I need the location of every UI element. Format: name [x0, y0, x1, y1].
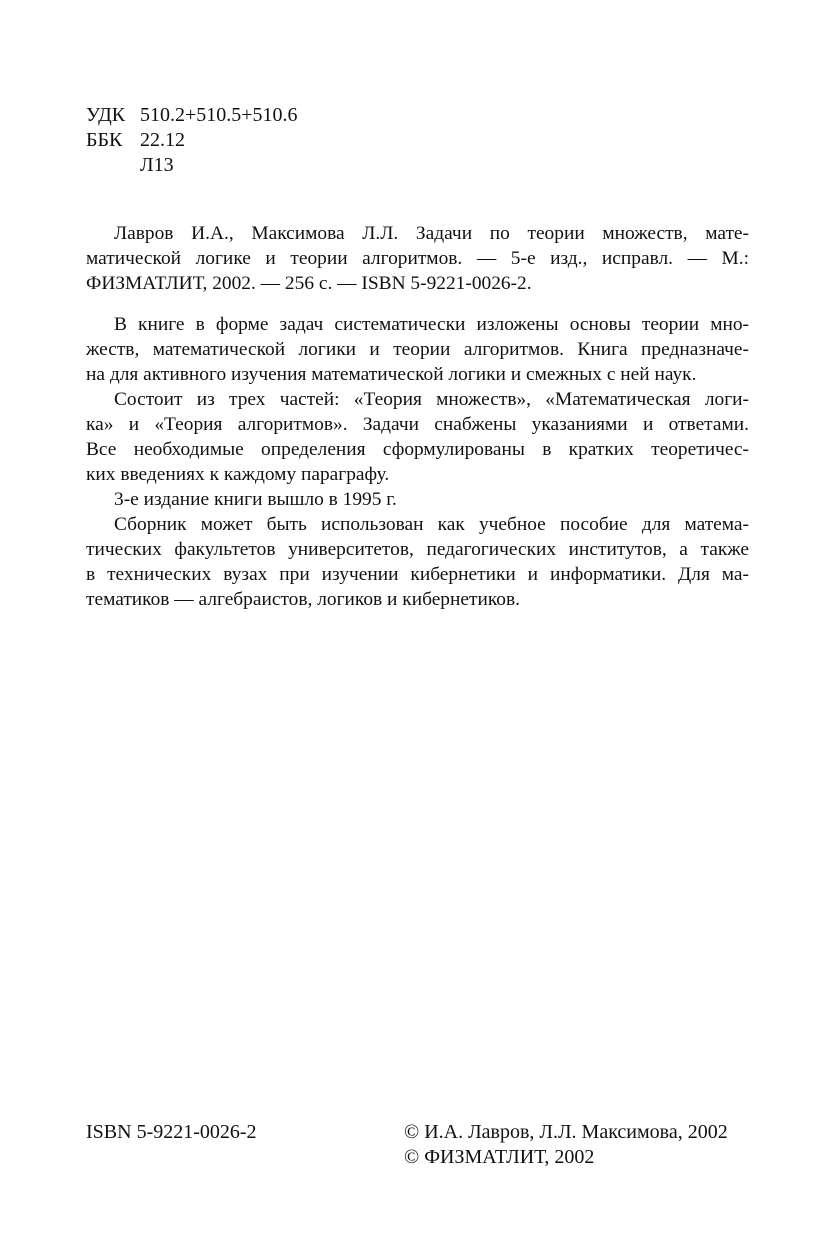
citation — [86, 221, 749, 296]
bbk-label: ББК — [86, 129, 123, 151]
text-line: Состоит из трех частей: «Теория множеств», «Математическая логи- — [114, 389, 749, 410]
text-line: ка» и «Теория алгоритмов». Задачи снабжены указаниями и ответами. — [86, 414, 749, 435]
copyright-publisher: © ФИЗМАТЛИТ, 2002 — [404, 1146, 595, 1168]
text-line: жеств, математической логики и теории алгоритмов. Книга предназначе- — [86, 339, 749, 360]
abstract-paragraph — [86, 487, 749, 512]
classification-block — [86, 103, 298, 178]
annotation-text — [86, 221, 749, 612]
copyright-block — [404, 1120, 728, 1170]
copyright-authors: © И.А. Лавров, Л.Л. Максимова, 2002 — [404, 1121, 728, 1143]
text-line: на для активного изучения математической логики и смежных с ней наук. — [86, 364, 697, 385]
text-line: В книге в форме задач систематически изложены основы теории мно- — [114, 314, 749, 335]
udk-value: 510.2+510.5+510.6 — [140, 104, 298, 126]
text-line: Сборник может быть использован как учебное пособие для матема- — [114, 514, 749, 535]
citation-line: Лавров И.А., Максимова Л.Л. Задачи по теории множеств, мате- — [114, 223, 749, 244]
udk-label: УДК — [86, 104, 126, 126]
text-line: Все необходимые определения сформулированы в кратких теоретичес- — [86, 439, 749, 460]
udk-row — [86, 103, 298, 128]
citation-line: матической логике и теории алгоритмов. — 5-е изд., исправл. — М.: — [86, 248, 749, 269]
text-line: в технических вузах при изучении кибернетики и информатики. Для ма- — [86, 564, 749, 585]
text-line: ких введениях к каждому параграфу. — [86, 464, 390, 485]
bbk-value: 22.12 — [140, 129, 185, 151]
isbn: ISBN 5-9221-0026-2 — [86, 1121, 257, 1143]
text-line: тических факультетов университетов, педагогических институтов, а также — [86, 539, 749, 560]
abstract-paragraph — [86, 512, 749, 612]
abstract-paragraph — [86, 387, 749, 487]
author-mark: Л13 — [140, 154, 174, 176]
text-line: тематиков — алгебраистов, логиков и кибернетиков. — [86, 589, 520, 610]
text-line: 3-е издание книги вышло в 1995 г. — [114, 489, 397, 510]
bbk-row — [86, 128, 298, 153]
abstract-paragraph — [86, 312, 749, 387]
citation-line: ФИЗМАТЛИТ, 2002. — 256 с. — ISBN 5-9221-0026-2. — [86, 273, 532, 294]
